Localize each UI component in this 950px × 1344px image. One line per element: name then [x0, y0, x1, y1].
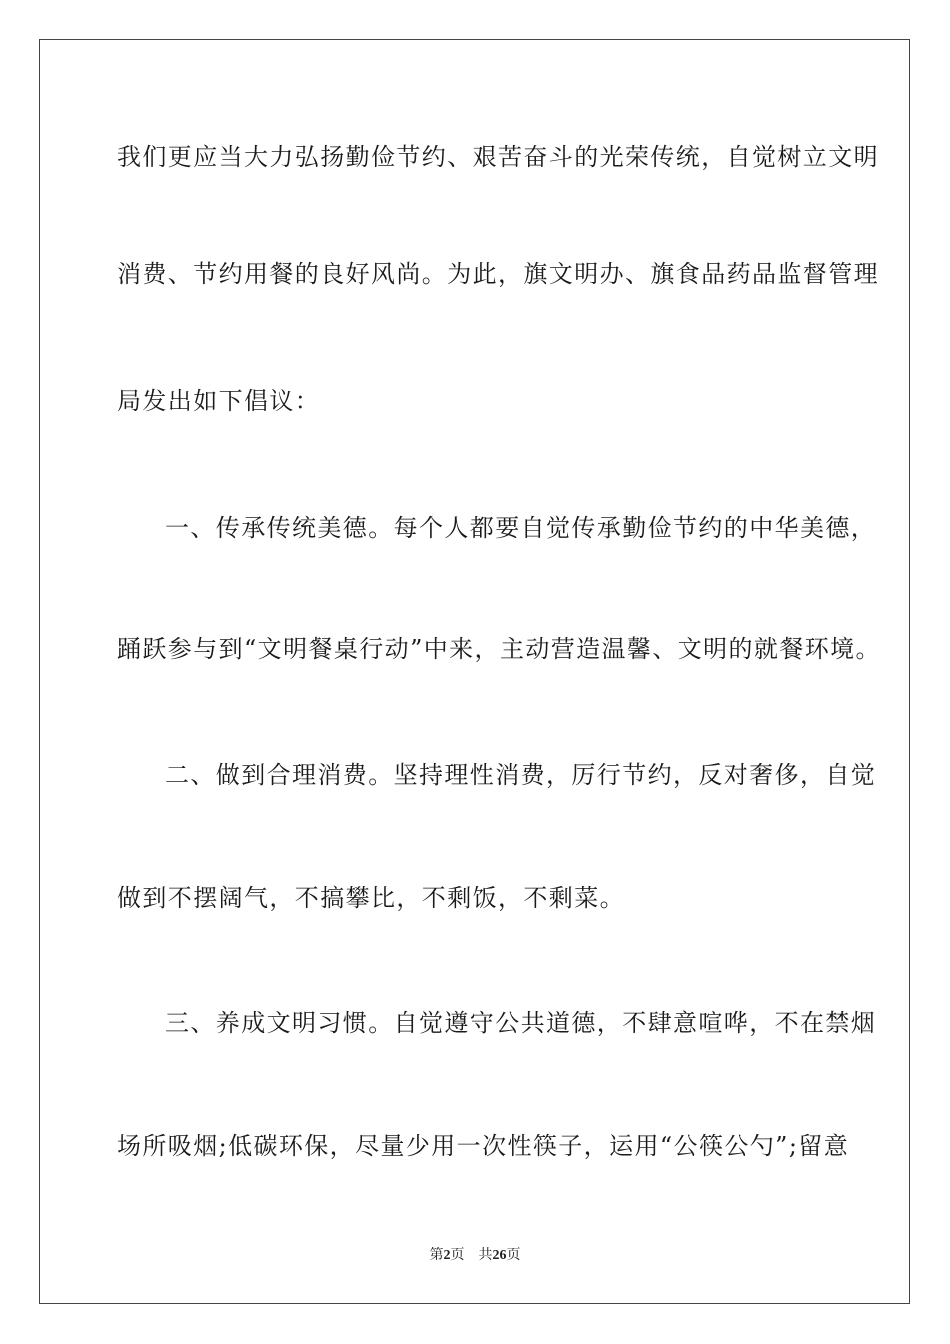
page-frame: [39, 39, 910, 1304]
total-prefix: 共: [478, 1247, 493, 1263]
text-line: 场所吸烟;低碳环保，尽量少用一次性筷子，运用“公筷公勺”;留意: [117, 1132, 850, 1160]
text-line: 我们更应当大力弘扬勤俭节约、艰苦奋斗的光荣传统，自觉树立文明: [117, 143, 879, 171]
text-line: 消费、节约用餐的良好风尚。为此，旗文明办、旗食品药品监督管理: [117, 260, 879, 288]
text-line: 二、做到合理消费。坚持理性消费，厉行节约，反对奢侈，自觉: [165, 761, 877, 789]
page-suffix: 页: [450, 1247, 465, 1263]
total-suffix: 页: [506, 1247, 521, 1263]
text-line: 踊跃参与到“文明餐桌行动”中来，主动营造温馨、文明的就餐环境。: [117, 635, 881, 663]
page-prefix: 第: [429, 1247, 444, 1263]
total-pages: 26: [492, 1248, 507, 1263]
page-footer: [0, 1246, 950, 1265]
text-line: 做到不摆阔气，不搞攀比，不剩饭，不剩菜。: [117, 884, 625, 912]
text-line: 一、传承传统美德。每个人都要自觉传承勤俭节约的中华美德，: [165, 514, 877, 542]
page-number: 2: [443, 1248, 451, 1263]
text-line: 三、养成文明习惯。自觉遵守公共道德，不肆意喧哗，不在禁烟: [165, 1009, 877, 1037]
text-line: 局发出如下倡议：: [117, 387, 321, 415]
